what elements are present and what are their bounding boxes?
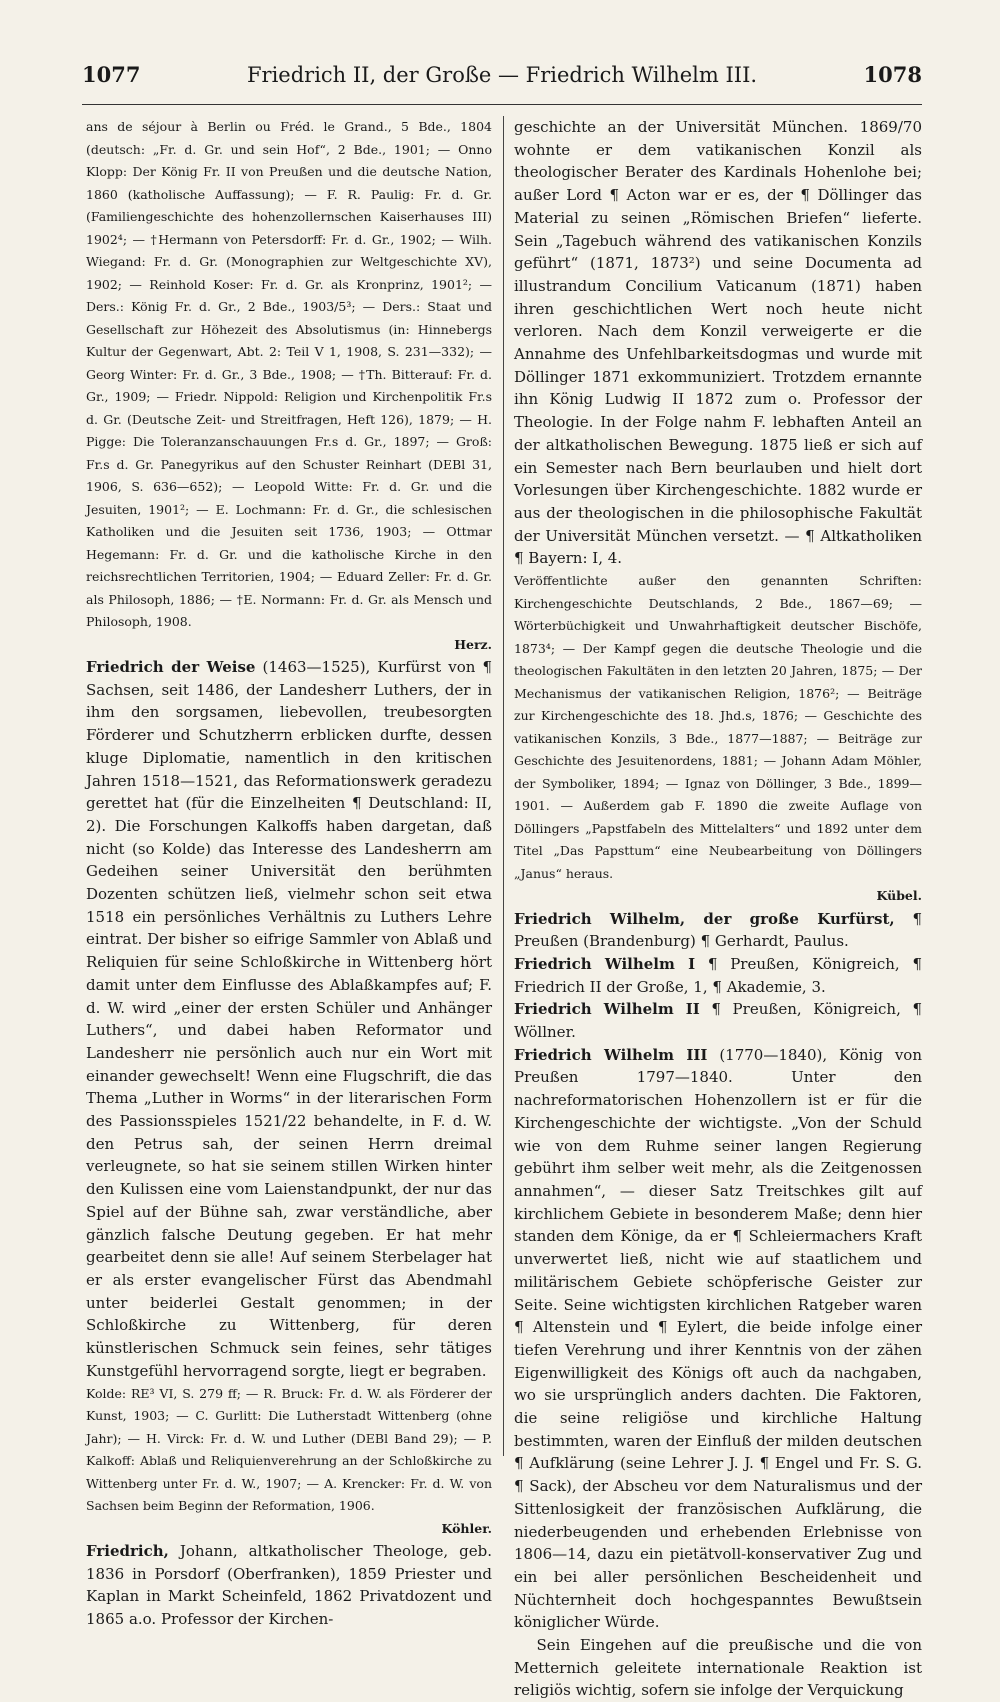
page-number-left: 1077 bbox=[82, 62, 141, 87]
entry-heading: Friedrich Wilhelm III bbox=[514, 1045, 708, 1064]
entry-friedrich-johann bbox=[86, 1540, 492, 1631]
entry-text: ¶ Preußen, Königreich, ¶ Wöllner. bbox=[514, 1000, 922, 1042]
page-header bbox=[82, 62, 922, 96]
column-divider bbox=[503, 116, 504, 1456]
entry-heading: Friedrich Wilhelm II bbox=[514, 1000, 700, 1019]
bibliography-friedrich-ii: ans de séjour à Berlin ou Fréd. le Grand., 5 Bde., 1804 (deutsch: „Fr. d. Gr. und sein Hof“, 2 Bde., 1901; — Onno Klopp: Der König Fr. II von Preußen und die deutsche Nation, 1860 (katholische Auffassung); — F. R. Paulig: Fr. d. Gr. (Familiengeschichte des hohenzollernschen Kaiserhauses III) 1902⁴; — †Hermann von Petersdorff: Fr. d. Gr., 1902; — Wilh. Wiegand: Fr. d. Gr. (Monographien zur Weltgeschichte XV), 1902; — Reinhold Koser: Fr. d. Gr. als Kronprinz, 1901²; — Ders.: König Fr. d. Gr., 2 Bde., 1903/5³; — Ders.: Staat und Gesellschaft zur Höhezeit des Absolutismus (in: Hinnebergs Kultur der Gegenwart, Abt. 2: Teil V 1, 1908, S. 231—332); — Georg Winter: Fr. d. Gr., 3 Bde., 1908; — †Th. Bitterauf: Fr. d. Gr., 1909; — Friedr. Nippold: Religion und Kirchenpolitik Fr.s d. Gr. (Deutsche Zeit- und Streitfragen, Heft 126), 1879; — H. Pigge: Die Toleranzanschauungen Fr.s d. Gr., 1897; — Groß: Fr.s d. Gr. Panegyrikus auf den Schuster Reinhart (DEBl 31, 1906, S. 636—652); — Leopold Witte: Fr. d. Gr. und die Jesuiten, 1901²; — E. Lochmann: Fr. d. Gr., die schlesischen Katholiken und die Jesuiten seit 1736, 1903; — Ottmar Hegemann: Fr. d. Gr. und die katholische Kirche in den reichsrechtlichen Territorien, 1904; — Eduard Zeller: Fr. d. Gr. als Philosoph, 1886; — †E. Normann: Fr. d. Gr. als Mensch und Philosoph, 1908. bbox=[86, 119, 492, 629]
entry-text: Johann, altkatholischer Theologe, geb. 1836 in Porsdorf (Oberfranken), 1859 Priester und Kaplan in Markt Scheinfeld, 1862 Privatdozent und 1865 a.o. Professor der Kirchen- bbox=[86, 1542, 492, 1629]
author-signature: Herz. bbox=[454, 636, 492, 652]
entry-text: (1770—1840), König von Preußen 1797—1840. Unter den nachreformatorischen Hohenzollern ist er für die Kirchengeschichte der wichtigste. „Von der Schuld wie von dem Ruhme seiner langen Regierung gebührt ihm selber weit mehr, als die Zeitgenossen annahmen“, — dieser Satz Treitschkes gilt auf kirchlichem Gebiete in besonderem Maße; denn hier standen dem Könige, da er ¶ Schleiermachers Kraft unverwertet ließ, nicht wie auf staatlichem und militärischem Gebiete schöpferische Geister zur Seite. Seine wichtigsten kirchlichen Ratgeber waren ¶ Altenstein und ¶ Eylert, die beide infolge einer tiefen Verehrung und ihrer Kenntnis von der zähen Eigenwilligkeit des Königs oft auch da nachgaben, wo sie ursprünglich anders dachten. Die Faktoren, die seine religiöse und kirchliche Haltung bestimmten, waren der Einfluß der milden deutschen ¶ Aufklärung (seine Lehrer J. J. ¶ Engel und Fr. S. G. ¶ Sack), der Abscheu vor dem Naturalismus und der Sittenlosigkeit der französischen Aufklärung, die niederbeugenden und erhebenden Erlebnisse von 1806—14, dazu ein pietätvoll-konservativer Zug und ein bei aller persönlichen Bescheidenheit und Nüchternheit doch hochgespanntes Bewußtsein königlicher Würde. bbox=[514, 1045, 922, 1632]
page-number-right: 1078 bbox=[863, 62, 922, 87]
bibliography-friedrich-johann: Veröffentlichte außer den genannten Schriften: Kirchengeschichte Deutschlands, 2 Bde., 1867—69; — Wörterbüchigkeit und Unwahrhaftigkeit deutscher Bischöfe, 1873⁴; — Der Kampf gegen die deutsche Theologie und die theologischen Fakultäten in den letzten 20 Jahren, 1875; — Der Mechanismus der vatikanischen Religion, 1876²; — Beiträge zur Kirchengeschichte des 18. Jhd.s, 1876; — Geschichte des vatikanischen Konzils, 3 Bde., 1877—1887; — Beiträge zur Geschichte des Jesuitenordens, 1881; — Johann Adam Möhler, der Symboliker, 1894; — Ignaz von Döllinger, 3 Bde., 1899—1901. — Außerdem gab F. 1890 die zweite Auflage von Döllingers „Papstfabeln des Mittelalters“ und 1892 unter dem Titel „Das Papsttum“ eine Neubearbeitung von Döllingers „Janus“ heraus. bbox=[514, 573, 922, 881]
entry-text: ¶ Preußen, Königreich, ¶ Friedrich II der Große, 1, ¶ Akademie, 3. bbox=[514, 954, 922, 996]
author-signature: Köhler. bbox=[441, 1520, 492, 1536]
bibliography-friedrich-der-weise: Kolde: RE³ VI, S. 279 ff; — R. Bruck: Fr. d. W. als Förderer der Kunst, 1903; — C. Gurlitt: Die Lutherstadt Wittenberg (ohne Jahr); — H. Virck: Fr. d. W. und Luther (DEBl Band 29); — P. Kalkoff: Ablaß und Reliquienverehrung an der Schloßkirche zu Wittenberg unter Fr. d. W., 1907; — A. Krencker: Fr. d. W. von Sachsen beim Beginn der Reformation, 1906. bbox=[86, 1385, 492, 1513]
entry-friedrich-der-weise bbox=[86, 656, 492, 1383]
entry-heading: Friedrich Wilhelm I bbox=[514, 954, 696, 973]
entry-text: (1463—1525), Kurfürst von ¶ Sachsen, seit 1486, der Landesherr Luthers, der in ihm den sorgsamen, liebevollen, treubesorgten Förderer und Schutzherrn erblicken durfte, dessen kluge Diplomatie, namentlich in den kritischen Jahren 1518—1521, das Reformationswerk geradezu gerettet hat (für die Einzelheiten ¶ Deutschland: II, 2). Die Forschungen Kalkoffs haben dargetan, daß nicht (so Kolde) das Interesse des Landesherrn am Gedeihen seiner Universität den berühmten Dozenten schützen ließ, vielmehr schon seit etwa 1518 ein persönliches Verhältnis zu Luthers Lehre eintrat. Der bisher so eifrige Sammler von Ablaß und Reliquien für seine Schloßkirche in Wittenberg hört damit unter dem Einflusse des Ablaßkampfes auf; F. d. W. wird „einer der ersten Schüler und Anhänger Luthers“, und dabei haben Reformator und Landesherr nie persönlich auch nur ein Wort mit einander gewechselt! Wenn eine Flugschrift, die das Thema „Luther in Worms“ in der literarischen Form des Passionsspieles 1521/22 behandelte, in F. d. W. den Petrus sah, der seinen Herrn dreimal verleugnete, so hat sie seinem stillen Wirken hinter den Kulissen eine vom Laienstandpunkt, der nur das Spiel auf der Bühne sah, zwar verständliche, aber gänzlich falsche Deutung gegeben. Er hat mehr gearbeitet denn sie alle! Auf seinem Sterbelager hat er als erster evangelischer Fürst das Abendmahl unter beiderlei Gestalt genommen; in der Schloßkirche zu Wittenberg, für deren künstlerischen Schmuck sein feines, sehr tätiges Kunstgefühl hervorragend sorgte, liegt er begraben. bbox=[86, 658, 492, 1380]
entry-heading: Friedrich Wilhelm, der große Kurfürst, bbox=[514, 909, 895, 928]
entry-friedrich-wilhelm-iii-continued: Sein Eingehen auf die preußische und die von Metternich geleitete internationale Reaktion ist religiös wichtig, sofern sie infolge der Verquickung bbox=[514, 1636, 922, 1700]
entry-heading: Friedrich, bbox=[86, 1542, 169, 1560]
entry-heading: Friedrich der Weise bbox=[86, 658, 256, 676]
entry-grosser-kurfuerst bbox=[514, 908, 922, 953]
entry-friedrich-wilhelm-ii bbox=[514, 998, 922, 1043]
author-signature: Kübel. bbox=[876, 888, 922, 904]
header-rule bbox=[82, 104, 922, 105]
entry-friedrich-wilhelm-i bbox=[514, 953, 922, 998]
entry-friedrich-wilhelm-iii bbox=[514, 1044, 922, 1634]
left-column bbox=[86, 116, 492, 1629]
entry-text: ¶ Preußen (Brandenburg) ¶ Gerhardt, Paulus. bbox=[514, 909, 922, 951]
entry-friedrich-johann-continued: geschichte an der Universität München. 1869/70 wohnte er dem vatikanischen Konzil als theologischer Berater des Kardinals Hohenlohe bei; außer Lord ¶ Acton war er es, der ¶ Döllinger das Material zu seinen „Römischen Briefen“ lieferte. Sein „Tagebuch während des vatikanischen Konzils geführt“ (1871, 1873²) und seine Documenta ad illustrandum Concilium Vaticanum (1871) haben ihren geschichtlichen Wert noch heute nicht verloren. Nach dem Konzil verweigerte er die Annahme des Unfehlbarkeitsdogmas und wurde mit Döllinger 1871 exkommuniziert. Trotzdem ernannte ihn König Ludwig II 1872 zum o. Professor der Theologie. In der Folge nahm F. lebhaften Anteil an der altkatholischen Bewegung. 1875 ließ er sich auf ein Semester nach Bern beurlauben und hielt dort Vorlesungen über Kirchengeschichte. 1882 wurde er aus der theologischen in die philosophische Fakultät der Universität München versetzt. — ¶ Altkatholiken ¶ Bayern: I, 4. bbox=[514, 118, 922, 568]
running-title: Friedrich II, der Große — Friedrich Wilhelm III. bbox=[246, 63, 758, 87]
right-column bbox=[514, 116, 922, 1700]
